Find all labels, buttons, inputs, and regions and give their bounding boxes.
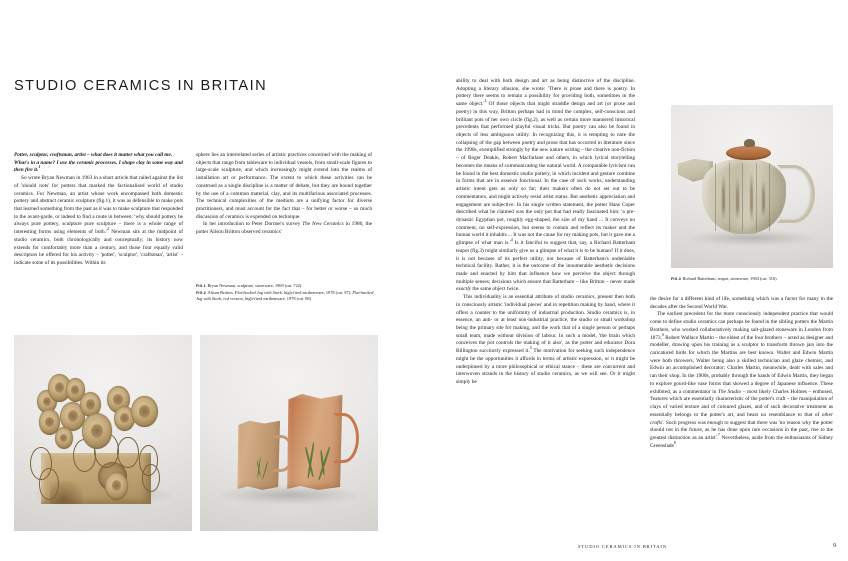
- col4-para2-end: Nevertheless, aside from the enthusiasms of Sidney Greenslade: [650, 434, 834, 449]
- figure-2-image: [200, 335, 378, 531]
- footnote-ref-2: 2: [106, 227, 109, 232]
- col3-para1-pre: ability to deal with both design and art as being distinctive of the discipline. Adopting a literary allusion, she wrote: 'There is prose and there is poetry. In pottery there seems to remain a possibility for providing both, sometimes in the same object.': [456, 78, 635, 108]
- fig-1-number: FIG.1: [196, 284, 207, 288]
- caption-figure-3: [671, 276, 848, 283]
- footnote-ref-4: 4: [510, 238, 513, 243]
- footnote-ref-8: 8: [673, 440, 676, 445]
- glaze-streak: [762, 180, 765, 217]
- col1-body-text: So wrote Bryan Newman in 1963 in a short article that railed against the list of 'should nots' for potters that marked the factionalised world of studio ceramics. For Newman, an artist whose work encompassed both domestic pottery and abstract ceramic sculpture (fig.1), it was as defensible to make pots that learned something from the past as it was to make sculpture that responded to the avant-garde, or indeed to find a route in between: 'why should pottery be always pure pottery, sculpture pure sculpture – there is a whole range of interesting forms using elements of both.': [14, 175, 183, 236]
- col3-para1-end: Is it fanciful to suggest that, say, a Richard Batterham teapot (fig.3) might similarly give us a glimpse of what it is to be human? If it does, it is not because of its perfect utility, nor because of Batterham's undeniable technical facility. Rather, it is the outcome of the innumerable aesthetic decisions made and enacted by him that influence how we perceive the object through multiple senses; decisions which ensure that Batterham – like Britton – never made: [456, 240, 635, 285]
- fig-3-number: FIG.3: [671, 277, 682, 281]
- book-title-new-ceramics: The New Ceramics: [302, 221, 344, 228]
- jug-small: [236, 419, 282, 490]
- col1-body-paragraph: [14, 175, 183, 268]
- col3-para2-post: The motivation for seeking such independence might be the opportunities it affords in terms of artistic expression, or it might be underpinned by a more philosophical or ethical stance – these are concurrent and interwoven strands in the history of studio ceramics, as we will see. Or it might simply be: [456, 348, 635, 386]
- col4-paragraph-2: [650, 311, 833, 450]
- spiral-disc: [131, 396, 158, 427]
- column-two: [196, 152, 372, 237]
- teapot-body: [702, 159, 786, 234]
- page-number: 9: [833, 542, 837, 549]
- footnote-ref-1: 1: [38, 165, 41, 170]
- emphasis-other-crafts: other crafts: [650, 411, 833, 426]
- clay-loop: [117, 437, 139, 468]
- col4-paragraph-1: the desire for a different kind of life, something which was a factor for many in the decades after the Second World War.: [650, 296, 833, 310]
- col3-para1-post: Of those objects that might straddle design and art (or prose and poetry) in this way, Britton perhaps had in mind the complex, self-conscious and brilliant pots of her own circle (fig.2), as well as certain more mannered historical precedents that performed playful visual tricks. But poetry can also be found in objects of less ambiguous utility. In recognizing this, it is tempting to note the collapsing of the gap between poetry and prose that has occurred in literature since the 1990s, exemplified strongly by the new nature writing – the creative non-fiction – of Roger Deakin, Robert Macfarlane and others, in which lyrical storytelling becomes the means of communicating the natural world. A comparable lyricism can be found in the best domestic studio pottery, in which incident and gesture combine in forms that are in essence functional. In the case of such works, understanding artistic intent gets us only so far; their makers often do not set out to be commentators, and might actively resist artist status. But aesthetic appreciation and engagement are subjective. In his single written statement, the potter Hans Coper described what he claimed was the only pot that had really fascinated him: 'a pre-dynastic Egyptian pot, roughly egg-shaped, the size of my hand ... It conveys no comment, no self-expression, but seems to contain and reflect its maker and the human world it inhabits ... It was not the cause for my making pots, but it gave me a glimpse of what man is.': [456, 101, 635, 247]
- col4-para2-mid2: – most likely Charles Holmes – enthused, 'features which are essentially characteristic of the potter's craft – the manipulation of clays of varied texture and of coloured glazes, and of such decorative treatment as essentially belongs to the potter's art, and bears no resemblance to that of: [650, 388, 833, 418]
- fig-2-caption-post: , high-fired earthenware, 1978 (cat. 88): [242, 296, 312, 302]
- spiral-disc: [105, 472, 128, 499]
- col3-para1-tail: the same object twice.: [471, 286, 520, 293]
- pull-quote: [14, 152, 183, 175]
- jug-large: [285, 394, 344, 490]
- footnote-ref-3: 3: [484, 99, 487, 104]
- fig-2-number: FIG.2: [196, 290, 207, 295]
- caption-fig-2: [196, 290, 378, 303]
- caption-figures-1-2: [196, 283, 378, 303]
- col1-body-continuation: Newman sits at the midpoint of studio ceramics, both chronologically and conceptually; its history now extends for comfortably more than a century, and those four equally valid descriptors he offered for his activity – 'potter', 'sculptor', 'craftsman', 'artist' – indicate some of its possibilities. Within its: [14, 229, 183, 267]
- col4-para2-pre: The earliest precedent for the more consciously independent practice that would come to define studio ceramics can perhaps be found in the sibling potters the Martin Brothers, who worked collaboratively making salt-glazed stoneware in London from 1873.: [650, 311, 833, 341]
- column-one: [14, 152, 183, 268]
- fig-2-title-1: Flat-backed Jug with Stork: [234, 289, 282, 295]
- col2-para2-post: in 1986, the potter Alison Britton observed ceramics': [196, 221, 373, 236]
- figure-3-image: [671, 105, 833, 268]
- clay-loop: [142, 464, 160, 491]
- fig-2-caption-pre: Alison Britton,: [207, 289, 235, 295]
- teapot-facet: [729, 163, 730, 231]
- col2-para2-pre: In her introduction to Peter Dormer's survey: [203, 221, 303, 228]
- magazine-title-the-studio: The Studio: [718, 388, 742, 395]
- emphasis-exactly: exactly: [456, 286, 472, 293]
- page-title: STUDIO CERAMICS IN BRITAIN: [14, 78, 268, 94]
- figure-1-image: [14, 335, 192, 531]
- col2-paragraph-2: [196, 221, 372, 236]
- teapot-facet: [715, 163, 716, 231]
- col4-para2-mid3: '. Such progress was enough to suggest that there was 'no reason why the potter should not in the future, as he has done upon rare occasions in the past, rise to the greatest distinction as an artist'.: [650, 419, 833, 441]
- col2-paragraph-1: sphere lies an interrelated series of artistic practices concerned with the making of objects that range from tableware to individual vessels, from small-scale figures to large-scale sculpture, and which increasingly might extend into the realms of installation art or performance. The extent to which these activities can be construed as a single discipline is a matter of debate, but they are bound together by the use of a common material, clay, and its multifarious associated processes. The technical complexities of the medium are a unifying factor for diverse practitioners, and must account for the fact that – for better or worse – so much discussion of ceramics is expended on technique.: [196, 152, 372, 220]
- pull-quote-text: Potter, sculptor, craftsman, artist – what does it matter what you call me. What's in a name? I use the ceramic processes. I shape clay in some way and then fire it.: [14, 152, 183, 174]
- fig-3-caption-text: Richard Batterham, teapot, stoneware, 1984 (cat. 316): [682, 276, 777, 281]
- footnote-ref-6: 6: [661, 332, 664, 337]
- col3-paragraph-1: [456, 78, 635, 294]
- clay-loop: [39, 468, 59, 499]
- spiral-disc: [82, 413, 112, 448]
- footnote-ref-7: 7: [717, 433, 720, 438]
- glaze-streak: [736, 178, 739, 220]
- running-head: STUDIO CERAMICS IN BRITAIN: [578, 544, 667, 549]
- teapot-lid-knob: [744, 139, 755, 147]
- fig-2-caption-mid: , high-fired earthenware, 1978 (cat. 87);: [281, 289, 353, 295]
- teapot-facet: [742, 163, 743, 231]
- footnote-ref-5: 5: [529, 346, 532, 351]
- fig-1-caption-text: Bryan Newman, sculpture, stoneware, 1969 (cat. 722): [207, 283, 302, 288]
- col4-para2-mid: Robert Wallace Martin – the eldest of the four brothers – acted as designer and modeller, drawing upon his training as a sculptor to transform thrown jars into the caricatured birds for which the Martins are best known. Walter and Edwin Martin were both throwers, Walter being also a skilled technician and glaze chemist, and Edwin an accomplished decorator; Charles Martin, meanwhile, dealt with sales and ran their shop. In the 1900s, probably through the hands of Edwin Martin, they began to explore gourd-like vase forms that showed a degree of Japanese influence. These exhibited, as a commentator in: [650, 334, 833, 395]
- col3-paragraph-2: [456, 294, 635, 387]
- spiral-disc: [55, 427, 73, 449]
- glaze-streak: [750, 172, 753, 221]
- fig-2-title-2: Flat-backed Jug with Stork, red version: [196, 289, 374, 302]
- column-four: [650, 296, 833, 450]
- glaze-streak: [722, 174, 725, 220]
- teapot-facet: [756, 163, 757, 231]
- col3-para2-pre: This individuality is an essential attribute of studio ceramics, present then both in consciously artistic 'individual pieces' and in repetition making by hand, where it offers a counter to the uniformity of industrial production. Studio ceramics is, in essence, an anti- or at least non-industrial practice, the studio or small workshop being the primary site for making, and the work that of a single person or perhaps small team, made without division of labour. In such a model, 'the brain which conceives the pot controls the making of it also', as the potter and educator Dora Billington succinctly expressed it.: [456, 294, 635, 355]
- column-three: [456, 78, 635, 387]
- teapot-facet: [769, 163, 770, 231]
